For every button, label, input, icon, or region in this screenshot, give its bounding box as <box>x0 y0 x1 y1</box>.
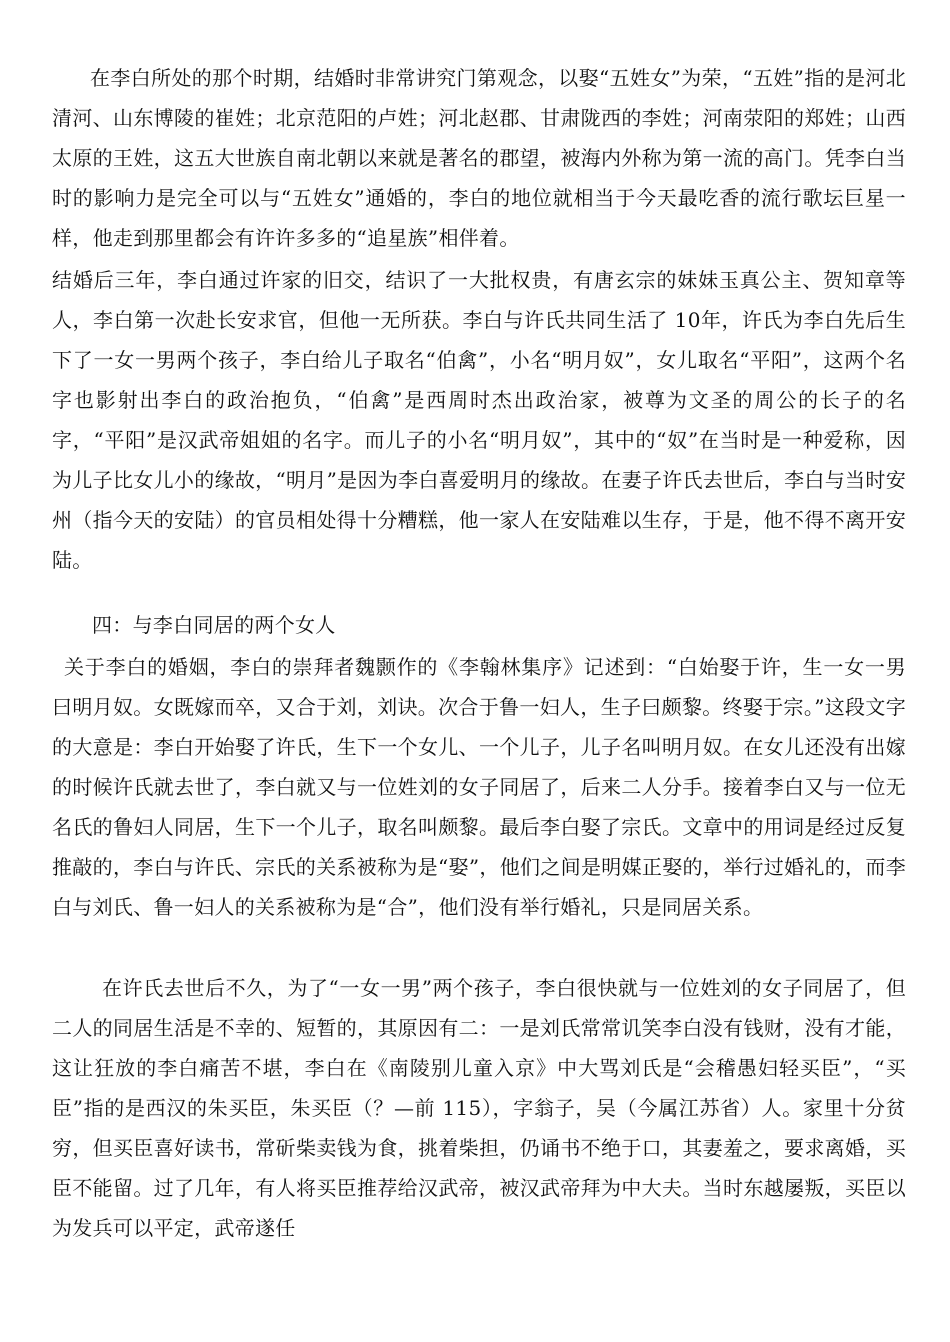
paragraph-marriage-customs: 在李白所处的那个时期，结婚时非常讲究门第观念，以娶“五姓女”为荣，“五姓”指的是河北清河、山东博陵的崔姓；北京范阳的卢姓；河北赵郡、甘肃陇西的李姓；河南荥阳的郑姓；山西太原的王姓，这五大世族自南北朝以来就是著名的郡望，被海内外称为第一流的高门。凭李白当时的影响力是完全可以与“五姓女”通婚的，李白的地位就相当于今天最吃香的流行歌坛巨星一样，他走到那里都会有许许多多的“追星族”相伴着。 <box>52 66 906 250</box>
paragraph-xu-family: 结婚后三年，李白通过许家的旧交，结识了一大批权贵，有唐玄宗的妹妹玉真公主、贺知章等人，李白第一次赴长安求官，但他一无所获。李白与许氏共同生活了 10年，许氏为李白先后生下了一女一男两个孩子，李白给儿子取名“伯禽”，小名“明月奴”，女儿取名“平阳”，这两个名字也影射出李白的政治抱负，“伯禽”是西周时杰出政治家，被尊为文圣的周公的长子的名字，“平阳”是汉武帝姐姐的名字。而儿子的小名“明月奴”，其中的“奴”在当时是一种爱称，因为儿子比女儿小的缘故，“明月”是因为李白喜爱明月的缘故。在妻子许氏去世后，李白与当时安州（指今天的安陆）的官员相处得十分糟糕，他一家人在安陆难以生存，于是，他不得不离开安陆。 <box>52 268 906 572</box>
paragraph-marriage-record: 关于李白的婚姻，李白的崇拜者魏颢作的《李翰林集序》记述到：“白始娶于许，生一女一男曰明月奴。女既嫁而卒，又合于刘，刘诀。次合于鲁一妇人，生子曰颇黎。终娶于宗。”这段文字的大意是：李白开始娶了许氏，生下一个女儿、一个儿子，儿子名叫明月奴。在女儿还没有出嫁的时候许氏就去世了，李白就又与一位姓刘的女子同居了，后来二人分手。接着李白又与一位无名氏的鲁妇人同居，生下一个儿子，取名叫颇黎。最后李白娶了宗氏。文章中的用词是经过反复推敲的，李白与许氏、宗氏的关系被称为是“娶”，他们之间是明媒正娶的，举行过婚礼的，而李白与刘氏、鲁一妇人的关系被称为是“合”，他们没有举行婚礼，只是同居关系。 <box>52 655 906 919</box>
section-heading: 四：与李白同居的两个女人 <box>92 613 336 637</box>
paragraph-liu-cohabitation: 在许氏去世后不久，为了“一女一男”两个孩子，李白很快就与一位姓刘的女子同居了，但二人的同居生活是不幸的、短暂的，其原因有二：一是刘氏常常讥笑李白没有钱财，没有才能，这让狂放的李白痛苦不堪，李白在《南陵别儿童入京》中大骂刘氏是“会稽愚妇轻买臣”，“买臣”指的是西汉的朱买臣，朱买臣（？—前 115），字翁子，吴（今属江苏省）人。家里十分贫穷，但买臣喜好读书，常斫柴卖钱为食，挑着柴担，仍诵书不绝于口，其妻羞之，要求离婚，买臣不能留。过了几年，有人将买臣推荐给汉武帝，被汉武帝拜为中大夫。当时东越屡叛，买臣以为发兵可以平定，武帝遂任 <box>52 976 906 1240</box>
